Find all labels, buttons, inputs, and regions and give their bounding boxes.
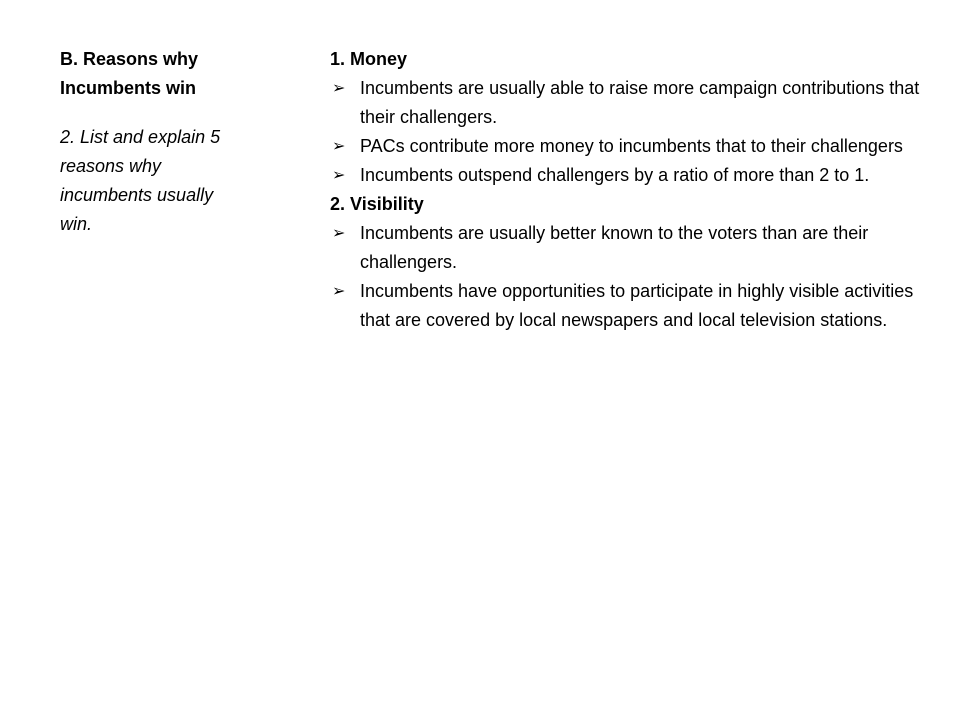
arrow-bullet-icon: ➢ <box>332 167 346 184</box>
prompt-line-1: 2. List and explain 5 <box>60 127 221 147</box>
money-bullet-list <box>330 74 920 190</box>
topic-heading-line-1: B. Reasons why <box>60 49 199 69</box>
visibility-bullet-list <box>330 219 920 335</box>
bullet-text: Incumbents are usually able to raise more campaign contributions that their challengers. <box>360 78 920 127</box>
topic-heading-line-2: Incumbents win <box>60 78 197 98</box>
bullet-text: PACs contribute more money to incumbents that to their challengers <box>360 136 903 156</box>
arrow-bullet-icon: ➢ <box>332 225 346 242</box>
right-column <box>330 45 920 335</box>
section-title-money: 1. Money <box>330 49 408 69</box>
spacer <box>60 103 280 123</box>
bullet-item <box>330 161 920 190</box>
prompt-line-3: incumbents usually <box>60 185 214 205</box>
arrow-bullet-icon: ➢ <box>332 283 346 300</box>
bullet-text: Incumbents outspend challengers by a ratio of more than 2 to 1. <box>360 165 870 185</box>
assignment-prompt <box>60 123 280 239</box>
bullet-item <box>330 74 920 132</box>
bullet-text: Incumbents are usually better known to the voters than are their challengers. <box>360 223 869 272</box>
bullet-text: Incumbents have opportunities to participate in highly visible activities that are covered by local newspapers and local television stations. <box>360 281 914 330</box>
prompt-line-2: reasons why <box>60 156 162 176</box>
bullet-item <box>330 132 920 161</box>
prompt-line-4: win. <box>60 214 93 234</box>
left-column <box>60 45 280 239</box>
bullet-item <box>330 219 920 277</box>
topic-heading <box>60 45 280 103</box>
arrow-bullet-icon: ➢ <box>332 138 346 155</box>
arrow-bullet-icon: ➢ <box>332 80 346 97</box>
bullet-item <box>330 277 920 335</box>
section-title-visibility: 2. Visibility <box>330 194 424 214</box>
